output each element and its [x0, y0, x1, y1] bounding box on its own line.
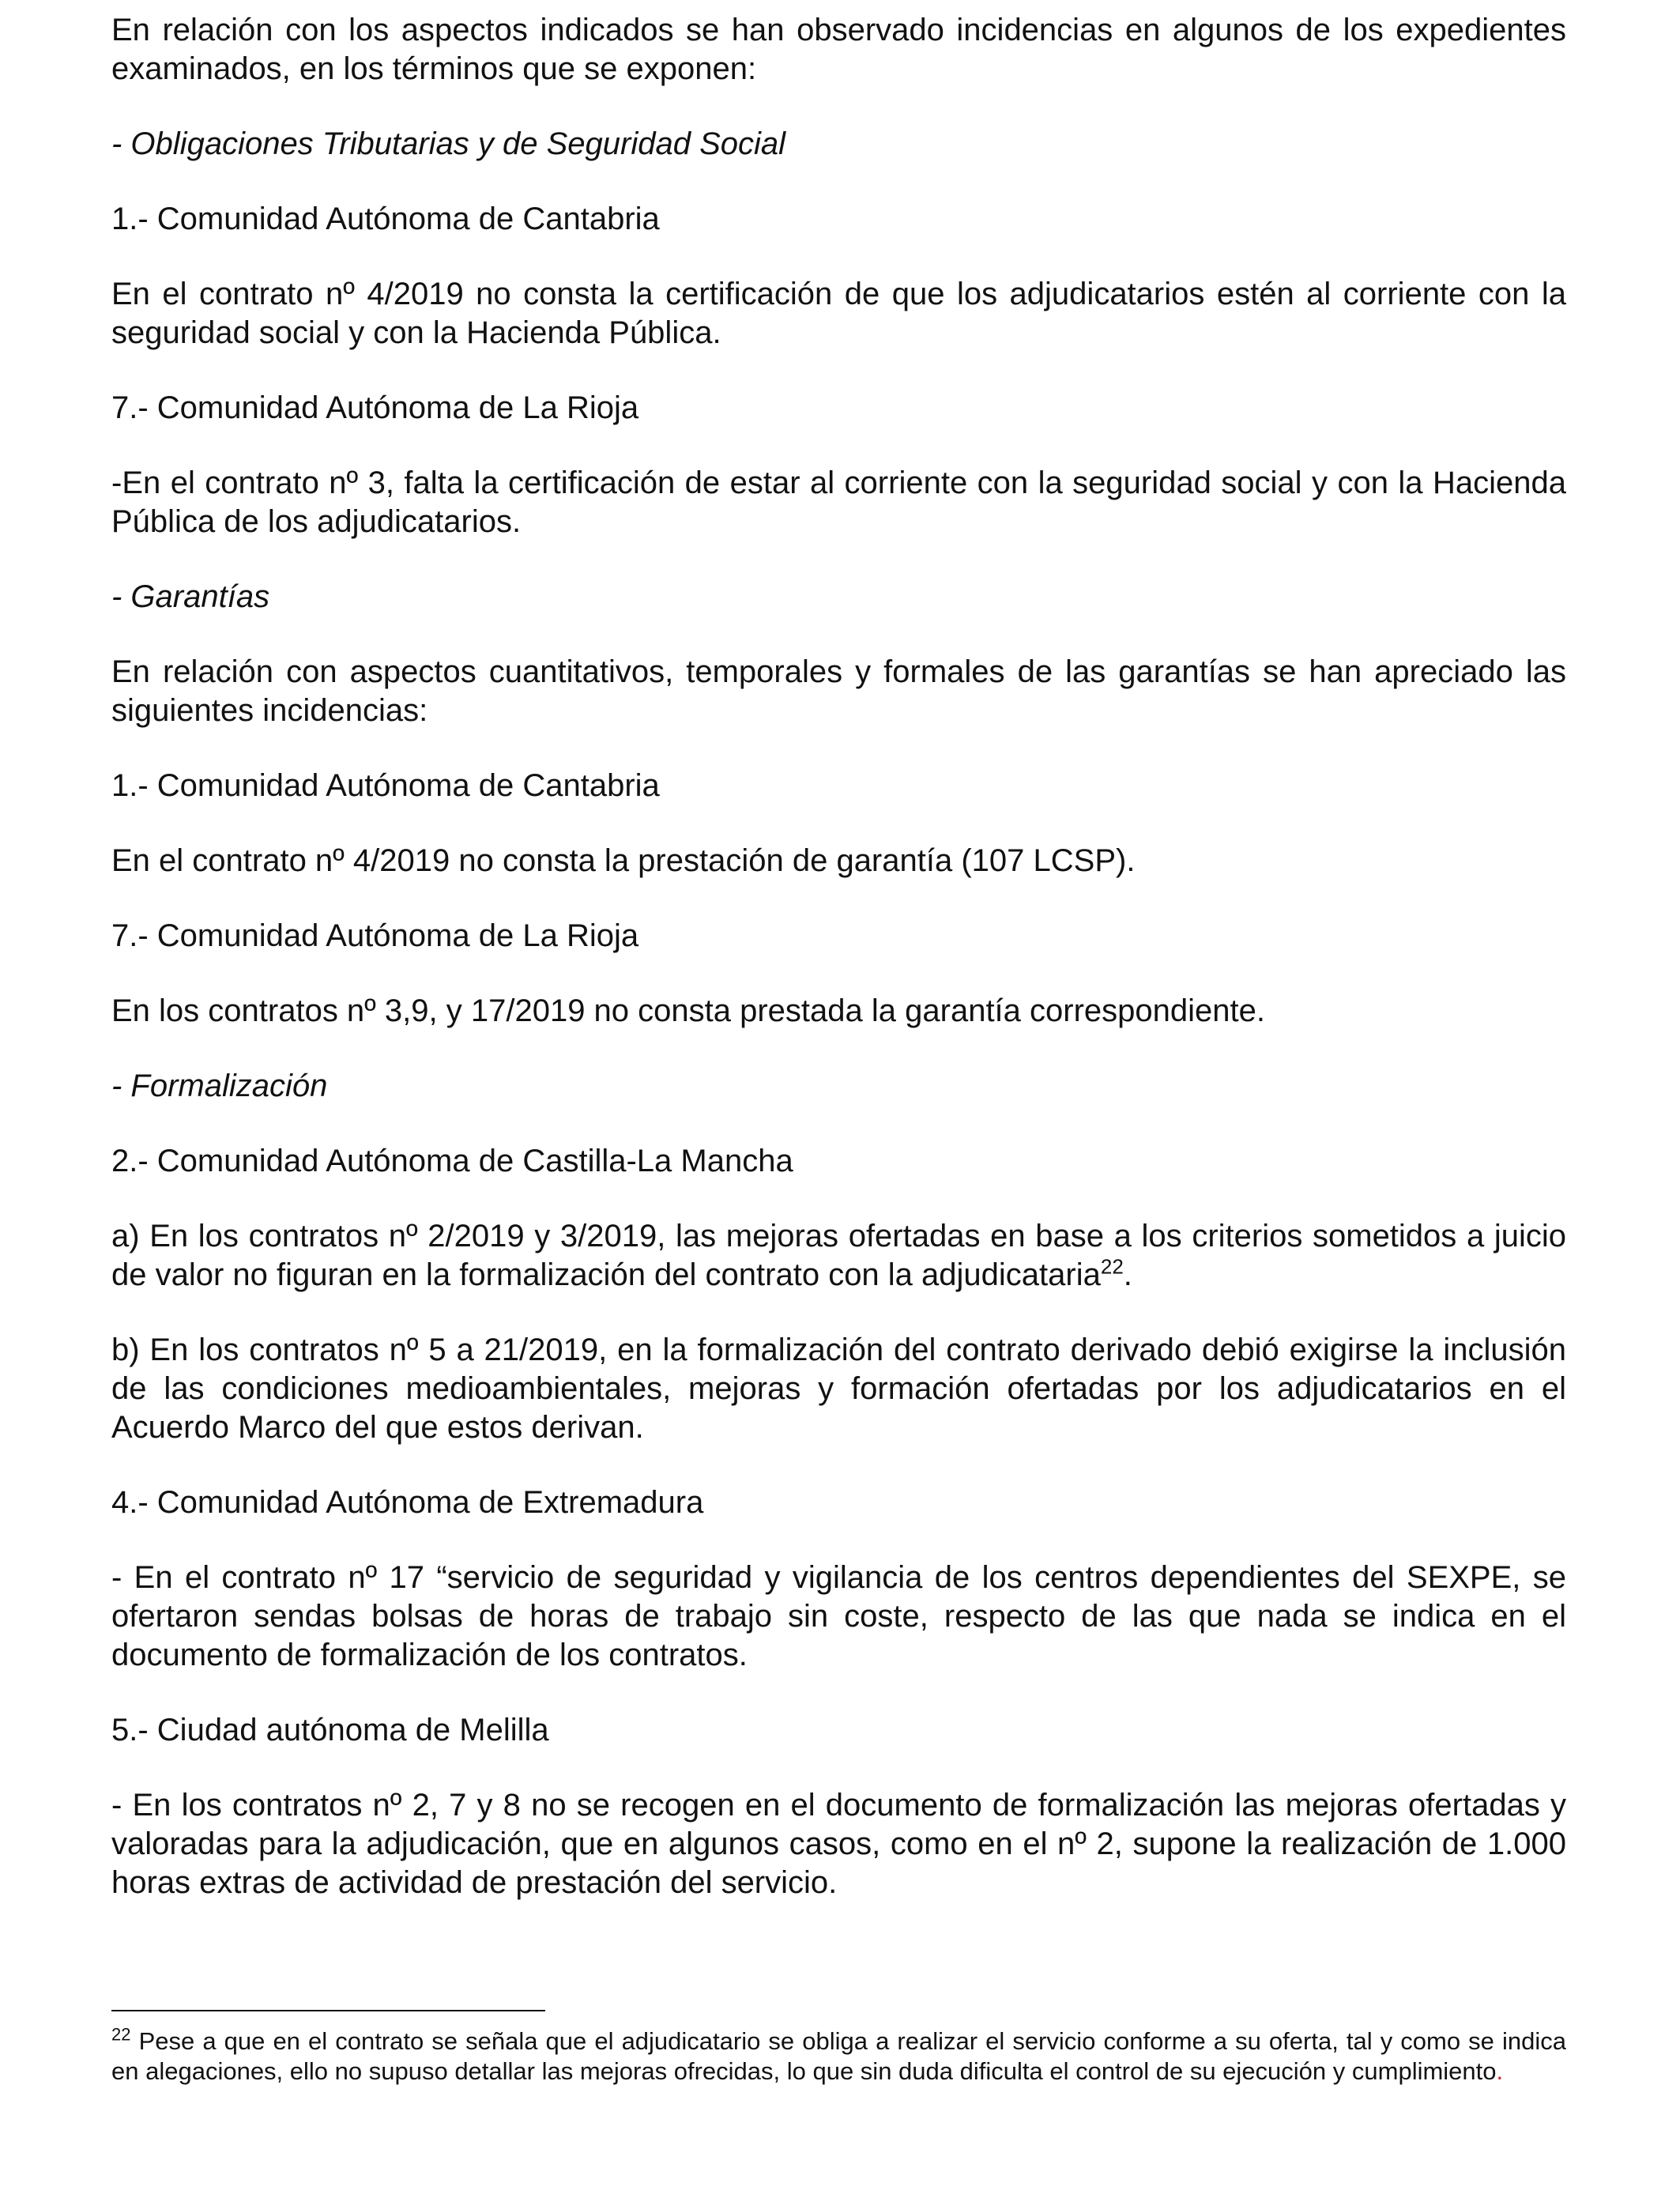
- footnote-reference-22[interactable]: 22: [1100, 1254, 1124, 1279]
- item-paragraph-castilla-a: [111, 1217, 1566, 1295]
- item-paragraph-melilla: - En los contratos nº 2, 7 y 8 no se recogen en el documento de formalización las mejoras ofertadas y valoradas para la adjudicación, que en algunos casos, como en el nº 2, supone la realización de 1.000 horas extras de actividad de prestación del servicio.: [111, 1788, 1566, 1900]
- footnote-22: [111, 2026, 1566, 2087]
- item-title-rioja-obligaciones: 7.- Comunidad Autónoma de La Rioja: [111, 390, 639, 425]
- item-paragraph-castilla-b: b) En los contratos nº 5 a 21/2019, en la formalización del contrato derivado debió exigirse la inclusión de las condiciones medioambientales, mejoras y formación ofertadas por los adjudicatarios en el Acuerdo Marco del que estos derivan.: [111, 1333, 1566, 1445]
- section-heading-obligaciones: - Obligaciones Tributarias y de Seguridad Social: [111, 126, 786, 161]
- document-body: [111, 11, 1566, 1902]
- item-title-rioja-garantias: 7.- Comunidad Autónoma de La Rioja: [111, 918, 639, 953]
- item-paragraph-castilla-a-text: a) En los contratos nº 2/2019 y 3/2019, las mejoras ofertadas en base a los criterios sometidos a juicio de valor no figuran en la formalización del contrato con la adjudicataria: [111, 1219, 1566, 1292]
- item-title-extremadura: 4.- Comunidad Autónoma de Extremadura: [111, 1485, 704, 1520]
- item-title-castilla-la-mancha: 2.- Comunidad Autónoma de Castilla-La Mancha: [111, 1144, 793, 1178]
- footnote-reference-period: .: [1123, 1257, 1132, 1292]
- item-title-cantabria-obligaciones: 1.- Comunidad Autónoma de Cantabria: [111, 202, 660, 236]
- footnote-separator: [111, 2010, 545, 2011]
- section-heading-formalizacion: - Formalización: [111, 1069, 328, 1103]
- item-paragraph-cantabria-garantias: En el contrato nº 4/2019 no consta la prestación de garantía (107 LCSP).: [111, 843, 1136, 878]
- intro-paragraph: En relación con los aspectos indicados se han observado incidencias en algunos de los expedientes examinados, en los términos que se exponen:: [111, 13, 1566, 86]
- item-title-cantabria-garantias: 1.- Comunidad Autónoma de Cantabria: [111, 768, 660, 803]
- footnote-trailing-mark: .: [1496, 2057, 1504, 2085]
- item-title-melilla: 5.- Ciudad autónoma de Melilla: [111, 1713, 549, 1747]
- item-paragraph-rioja-garantias: En los contratos nº 3,9, y 17/2019 no consta prestada la garantía correspondiente.: [111, 993, 1265, 1028]
- item-paragraph-cantabria-obligaciones: En el contrato nº 4/2019 no consta la certificación de que los adjudicatarios estén al corriente con la seguridad social y con la Hacienda Pública.: [111, 277, 1566, 350]
- footnote-number: 22: [111, 2024, 131, 2045]
- item-paragraph-rioja-obligaciones: -En el contrato nº 3, falta la certificación de estar al corriente con la seguridad social y con la Hacienda Pública de los adjudicatarios.: [111, 466, 1566, 539]
- section-intro-garantias: En relación con aspectos cuantitativos, temporales y formales de las garantías se han apreciado las siguientes incidencias:: [111, 654, 1566, 728]
- item-paragraph-extremadura: - En el contrato nº 17 “servicio de seguridad y vigilancia de los centros dependientes del SEXPE, se ofertaron sendas bolsas de horas de trabajo sin coste, respecto de las que nada se indica en el documento de formalización de los contratos.: [111, 1560, 1566, 1672]
- footnote-text: Pese a que en el contrato se señala que el adjudicatario se obliga a realizar el servicio conforme a su oferta, tal y como se indica en alegaciones, ello no supuso detallar las mejoras ofrecidas, lo que sin duda dificulta el control de su ejecución y cumplimiento: [111, 2027, 1566, 2085]
- section-heading-garantias: - Garantías: [111, 579, 270, 614]
